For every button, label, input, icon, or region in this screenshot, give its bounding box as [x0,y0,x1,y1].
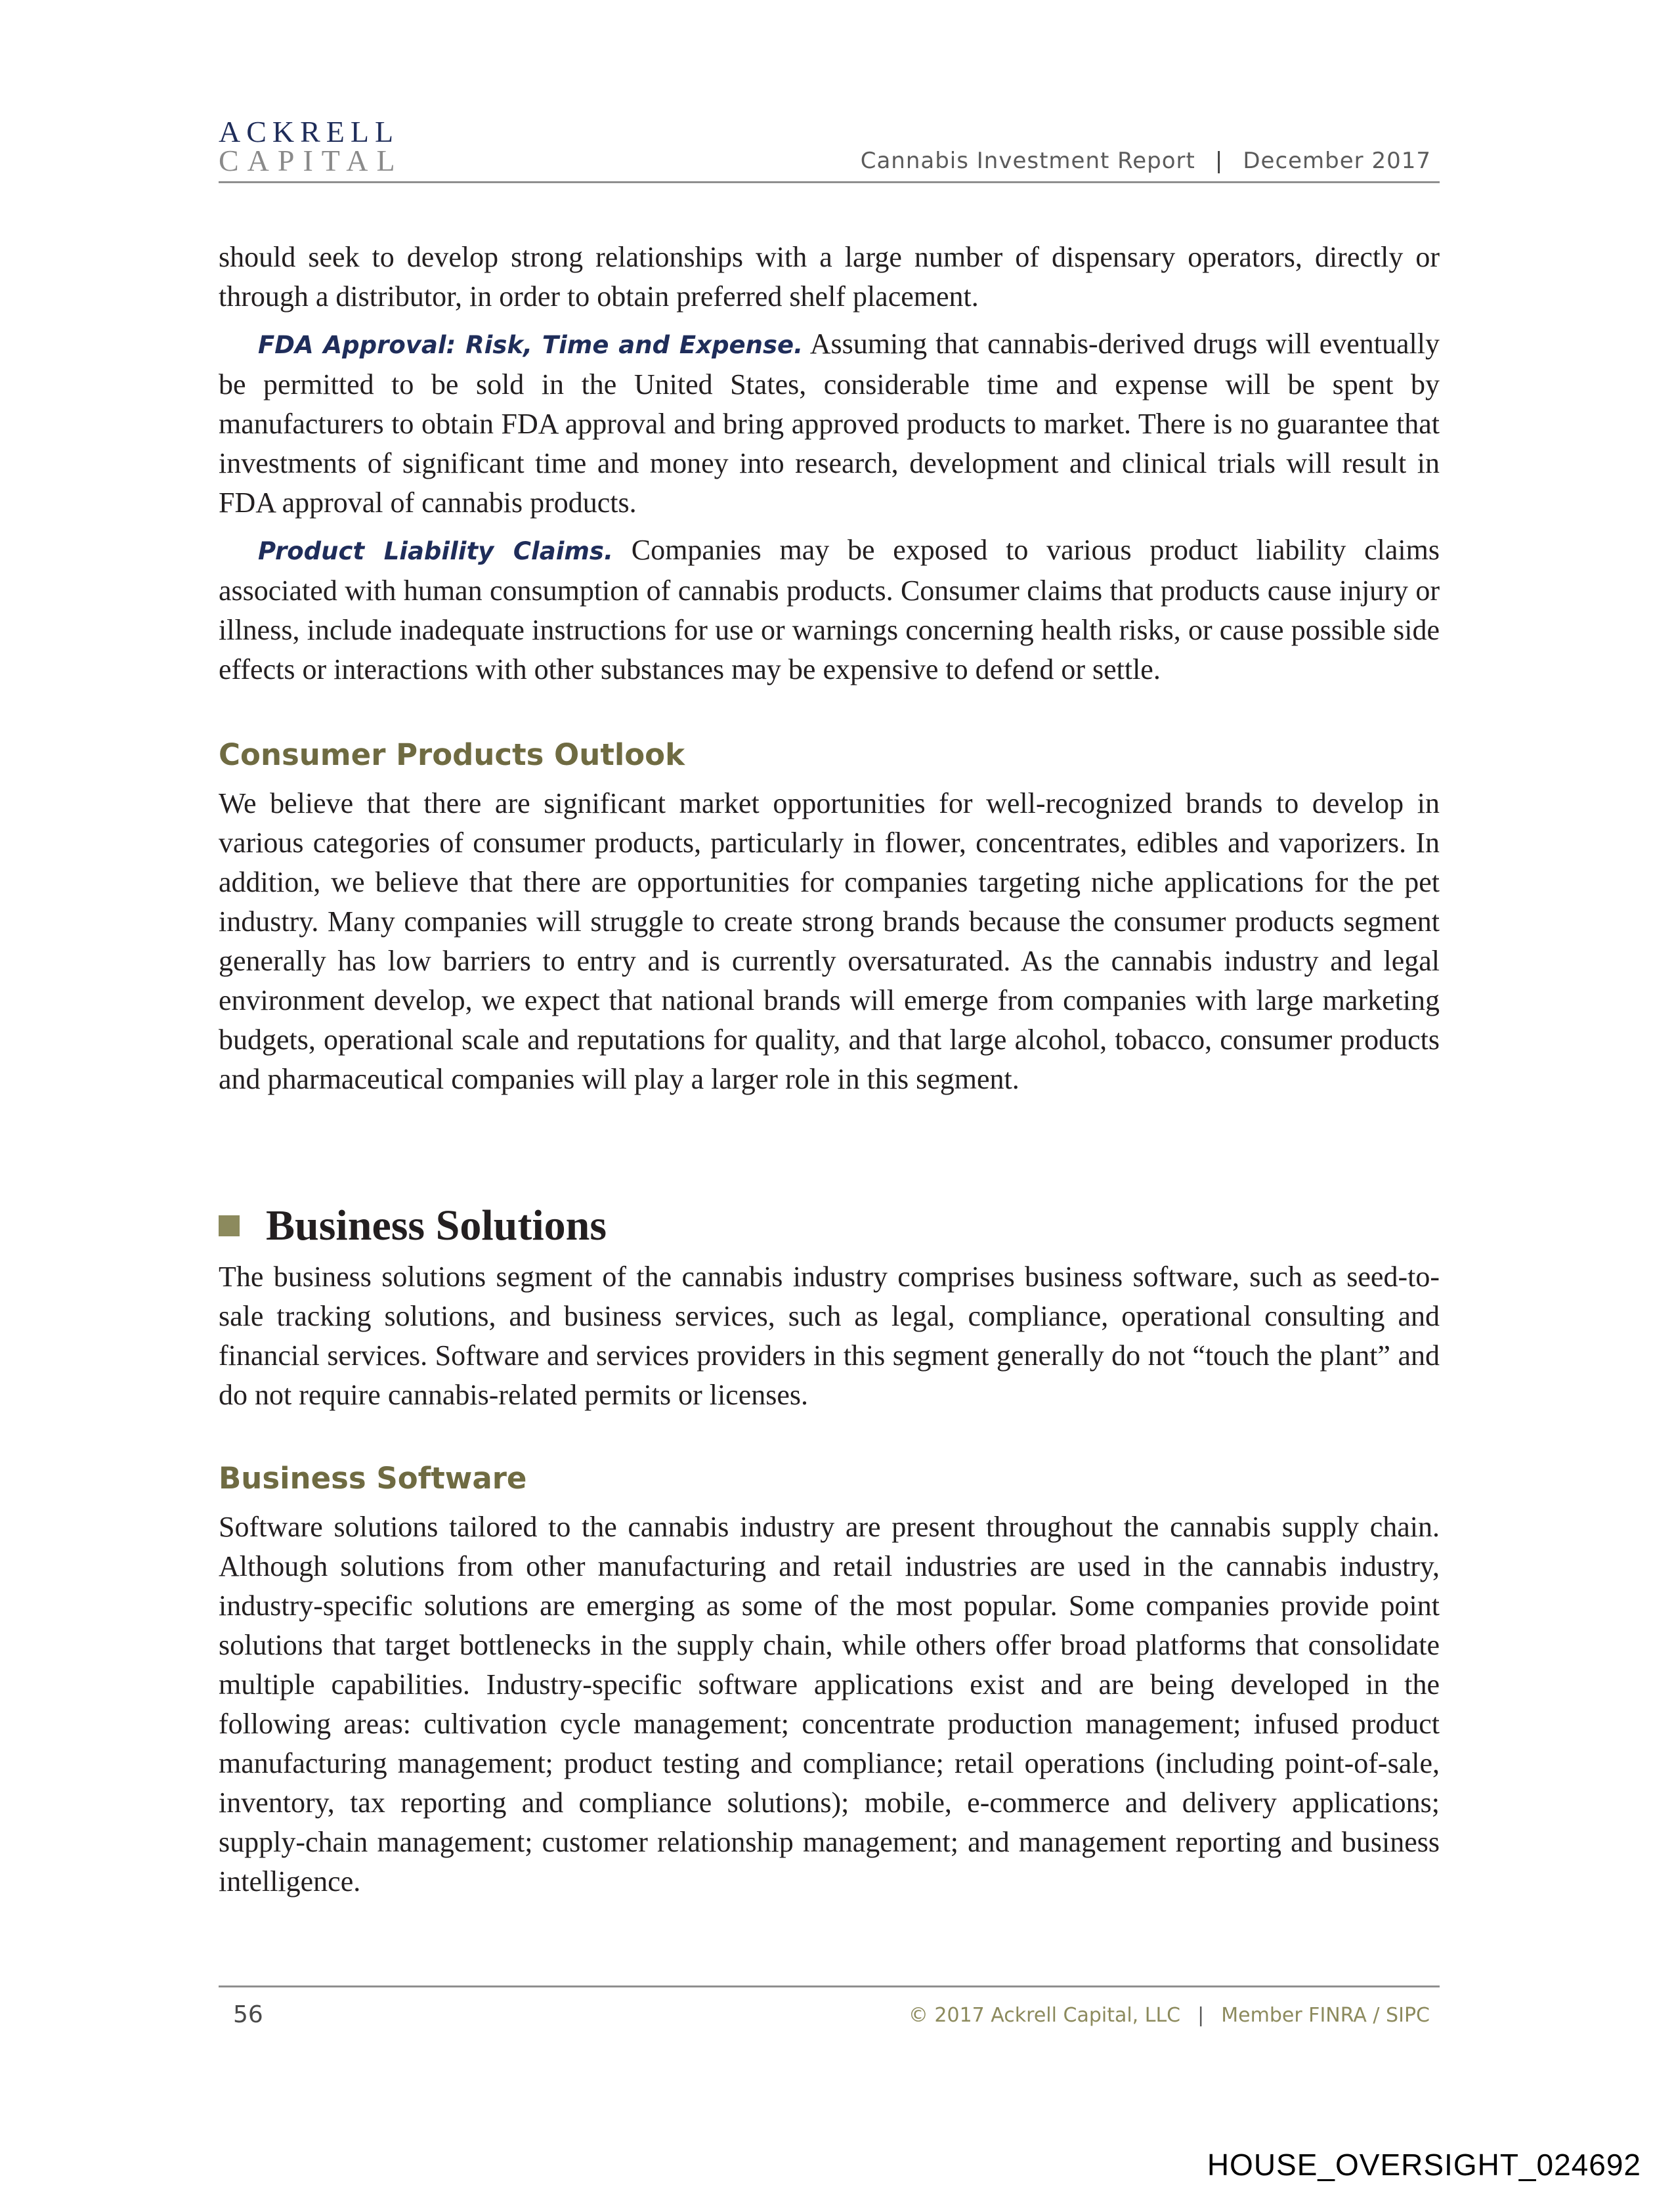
footer-separator: | [1197,2004,1205,2027]
page-body [219,238,1440,1901]
report-title: Cannabis Investment Report [860,148,1195,174]
business-solutions-title: Business Solutions [266,1202,607,1249]
header-divider [219,181,1440,183]
company-logo [219,117,416,175]
footer-member: Member FINRA / SIPC [1221,2004,1430,2027]
page-number: 56 [233,2001,263,2028]
business-software-paragraph: Software solutions tailored to the cannabis industry are present throughout the cannabis supply chain. Although solutions from other manufacturing and retail industries are used in the cannabis industry, industry-specific solutions are emerging as some of the most popular. Some companies provide point solutions that target bottlenecks in the supply chain, while others offer broad platforms that consolidate multiple capabilities. Industry-specific software applications exist and are being developed in the following areas: cultivation cycle management; concentrate production management; infused product manufacturing management; product testing and compliance; retail operations (including point-of-sale, inventory, tax reporting and compliance solutions); mobile, e-commerce and delivery applications; supply-chain management; customer relationship management; and management reporting and business intelligence. [219,1511,1440,1898]
liability-lead-heading: Product Liability Claims. [258,537,614,565]
report-header [861,148,1431,174]
fda-lead-heading: FDA Approval: Risk, Time and Expense. [258,331,804,359]
business-software-heading: Business Software [219,1461,527,1496]
intro-paragraph: should seek to develop strong relationships with a large number of dispensary operators, directly or through a distributor, in order to obtain preferred shelf placement. [219,241,1440,313]
liability-body-text: Companies may be exposed to various product liability claims associated with human consumption of cannabis products. Consumer claims that products cause injury or illness, include inadequate instructions for use or warnings concerning health risks, or cause possible side effects or interactions with other substances may be expensive to defend or settle. [219,534,1440,685]
consumer-products-heading: Consumer Products Outlook [219,737,685,772]
business-solutions-paragraph: The business solutions segment of the cannabis industry comprises business software, such as seed-to-sale tracking solutions, and business services, such as legal, compliance, operational consulting and financial services. Software and services providers in this segment generally do not “touch the plant” and do not require cannabis-related permits or licenses. [219,1261,1440,1411]
logo-line-capital: CAPITAL [219,144,404,177]
bates-stamp: HOUSE_OVERSIGHT_024692 [1207,2148,1641,2182]
section-bullet-icon [219,1215,240,1236]
footer-divider [219,1985,1440,1987]
header-separator: | [1214,148,1224,174]
logo-line-ackrell: ACKRELL [219,115,400,148]
footer-info [909,2004,1430,2027]
fda-body-text: Assuming that cannabis-derived drugs will eventually be permitted to be sold in the United States, considerable time and expense will be spent by manufacturers to obtain FDA approval and bring approved products to market. There is no guarantee that investments of significant time and money into research, development and clinical trials will result in FDA approval of cannabis products. [219,328,1440,519]
liability-paragraph [219,531,1440,689]
report-date: December 2017 [1243,148,1431,174]
footer-copyright: © 2017 Ackrell Capital, LLC [908,2004,1181,2027]
business-solutions-heading [219,1201,1440,1251]
fda-paragraph [219,324,1440,523]
consumer-products-paragraph: We believe that there are significant market opportunities for well-recognized brands to develop in various categories of consumer products, particularly in flower, concentrates, edibles and vaporizers. In addition, we believe that there are opportunities for companies targeting niche applications for the pet industry. Many companies will struggle to create strong brands because the consumer products segment generally has low barriers to entry and is currently oversaturated. As the cannabis industry and legal environment develop, we expect that national brands will emerge from companies with large marketing budgets, operational scale and reputations for quality, and that large alcohol, tobacco, consumer products and pharmaceutical companies will play a larger role in this segment. [219,787,1440,1095]
